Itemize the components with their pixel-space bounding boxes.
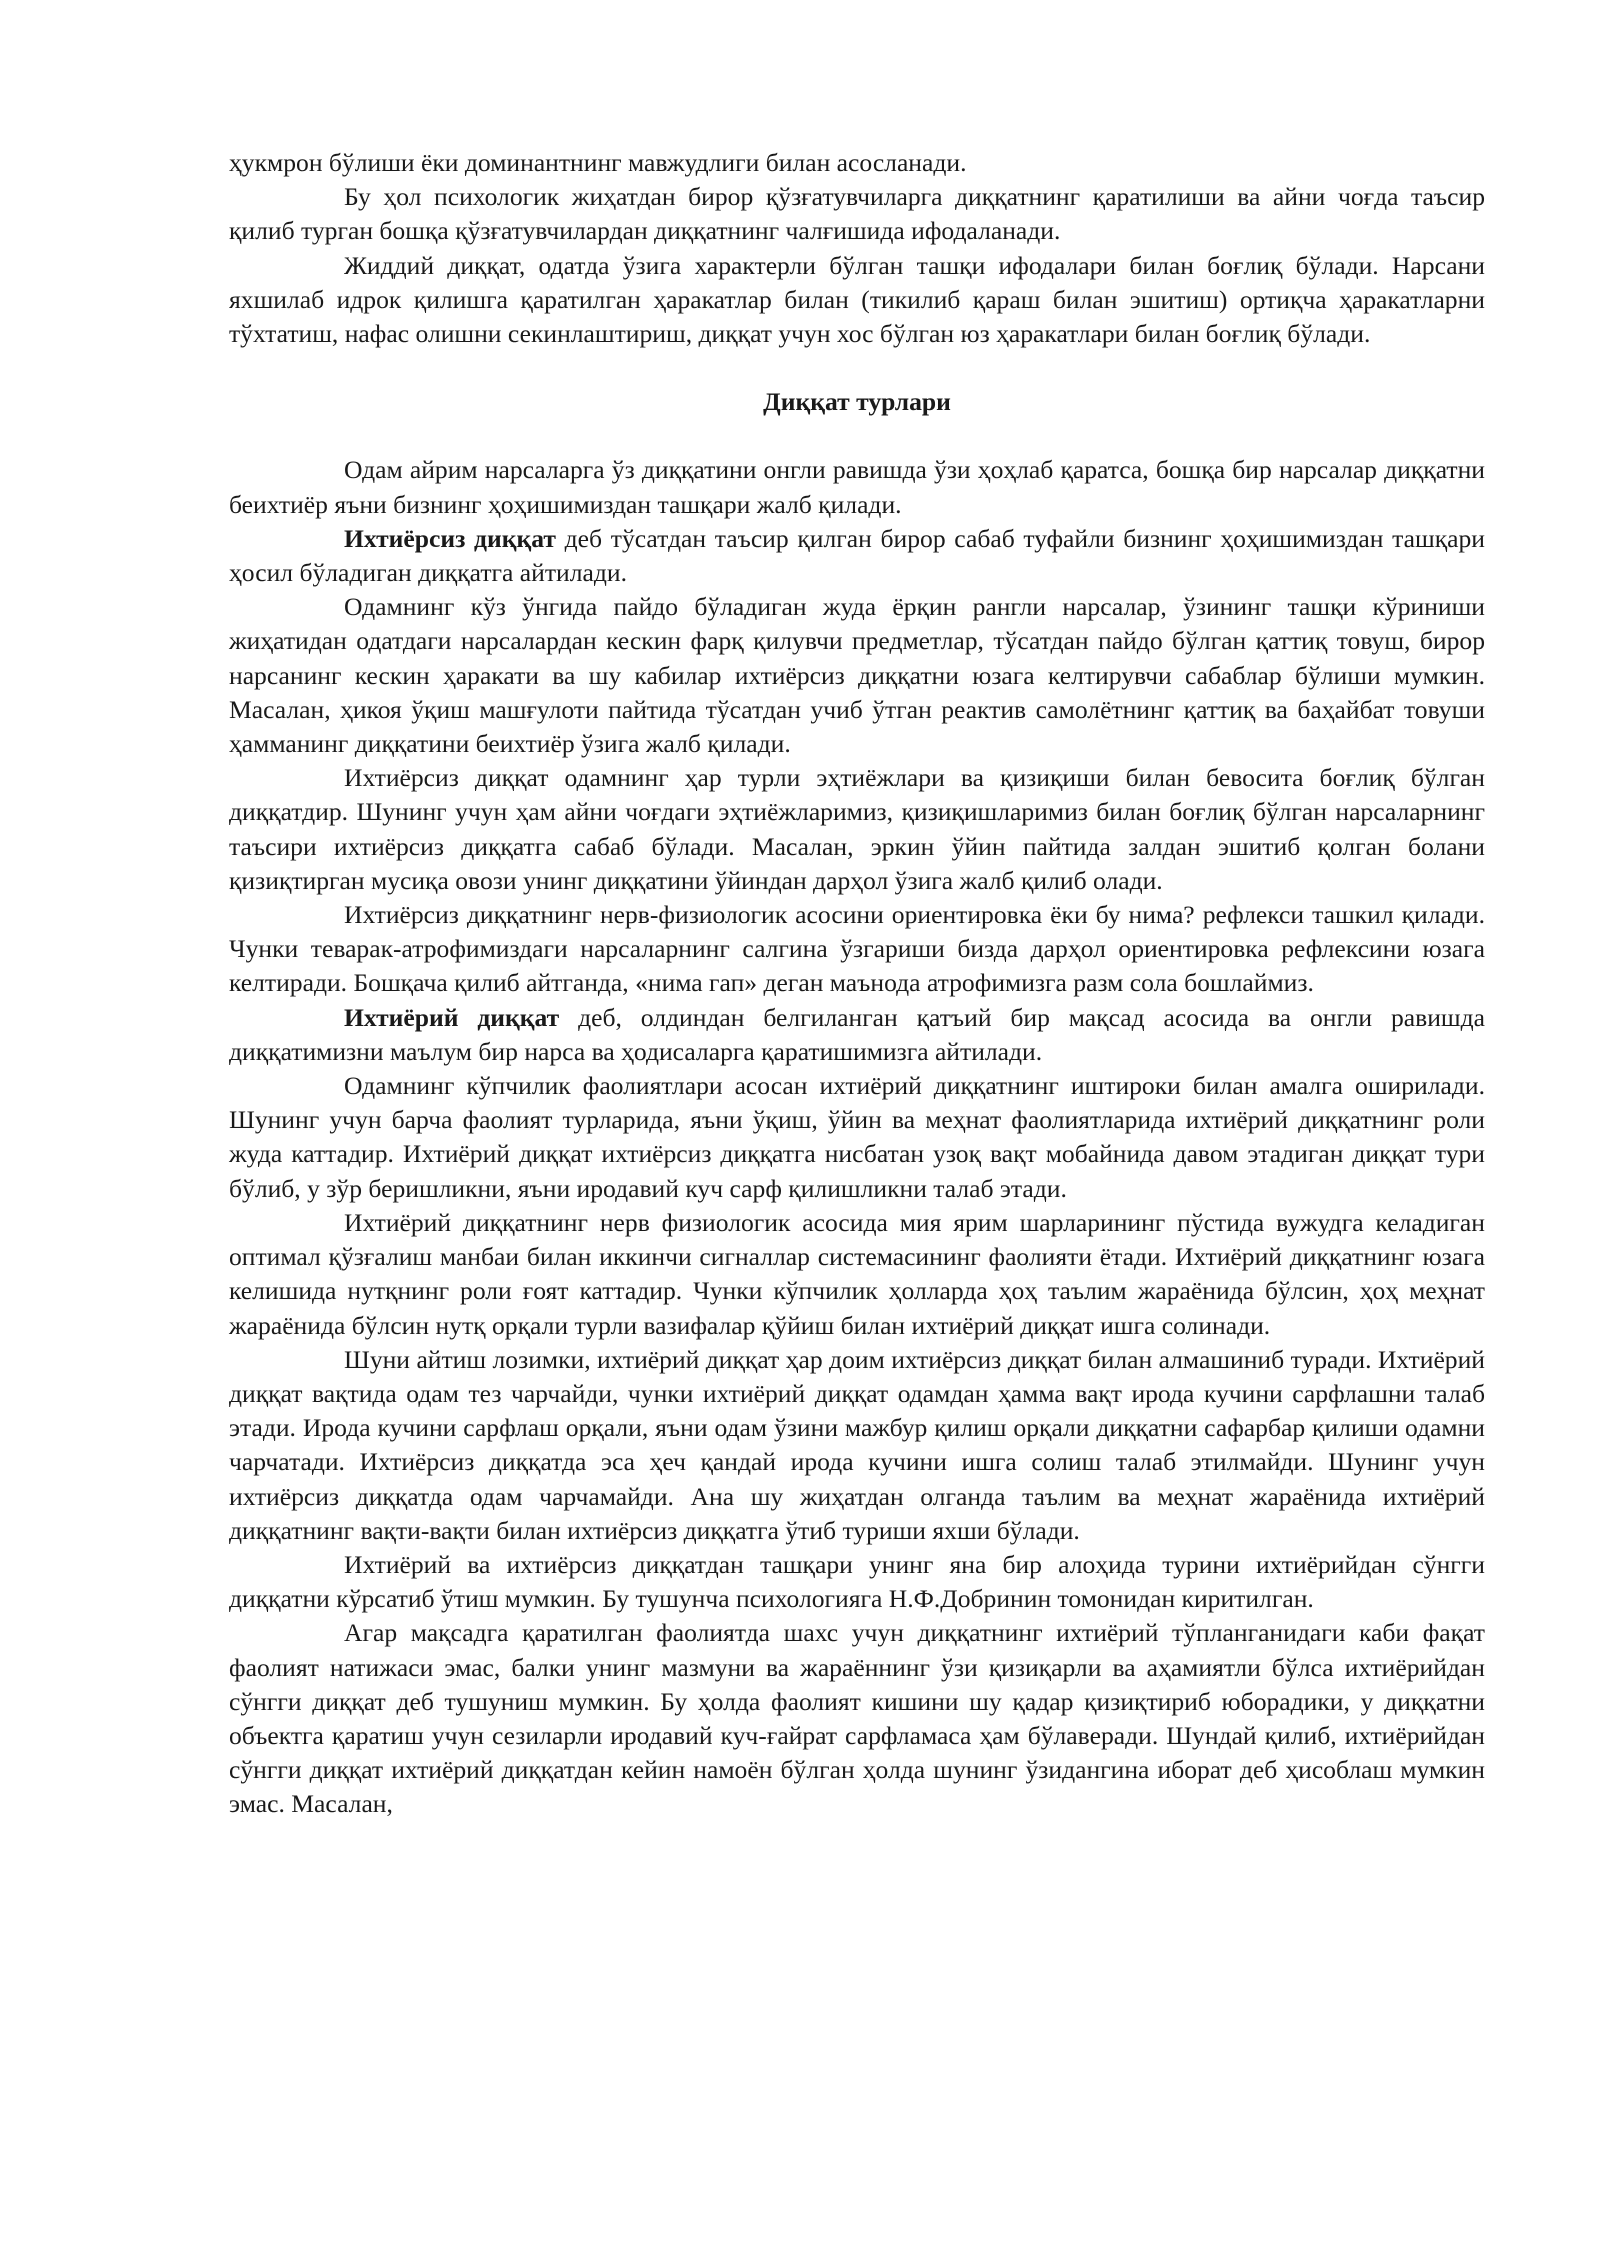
term-involuntary-attention: Ихтиёрсиз диққат [344,523,556,553]
paragraph: Одамнинг кўз ўнгида пайдо бўладиган жуда ёрқин рангли нарсалар, ўзининг ташқи кўриниши жиҳатидан одатдаги нарсалардан кескин фарқ қилувчи предметлар, тўсатдан пайдо бўлган қаттиқ товуш, бирор нарсанинг кескин ҳаракати ва шу кабилар ихтиёрсиз диққатни юзага келтирувчи сабаблар бўлиши мумкин. Масалан, ҳикоя ўқиш машғулоти пайтида тўсатдан учиб ўтган реактив самолётнинг қаттиқ ва баҳайбат товуши ҳамманинг диққатини беихтиёр ўзига жалб қилади. [229,592,1485,759]
definition-text: деб, олдиндан белгиланган қатъий бир мақсад асосида ва онгли равишда диққатимизни маълум бир нарса ва ҳодисаларга қаратишимизга айтилади. [229,1002,1485,1066]
paragraph: Ихтиёрсиз диққатнинг нерв-физиологик асосини ориентировка ёки бу нима? рефлекси ташкил қилади. Чунки теварак-атрофимиздаги нарсаларнинг салгина ўзгариши бизда дарҳол ориентировка рефлексини юзага келтиради. Бошқача қилиб айтганда, «нима гап» деган маънода атрофимизга разм сола бошлаймиз. [229,900,1485,998]
definition-text: деб тўсатдан таъсир қилган бирор сабаб туфайли бизнинг ҳоҳишимиздан ташқари ҳосил бўладиган диққатга айтилади. [229,523,1485,588]
section-heading: Диққат турлари [763,387,951,417]
paragraph: Жиддий диққат, одатда ўзига характерли бўлган ташқи ифодалари билан боғлиқ бўлади. Нарсани яхшилаб идрок қилишга қаратилган ҳаракатлар билан (тикилиб қараш билан эшитиш) ортиқча ҳаракатларни тўхтатиш, нафас олишни секинлаштириш, диққат учун хос бўлган юз ҳаракатлари билан боғлиқ бўлади. [229,250,1485,349]
paragraph-definition-voluntary [229,1001,1485,1069]
paragraph: Бу ҳол психологик жиҳатдан бирор қўзғатувчиларга диққатнинг қаратилиши ва айни чоғда таъсир қилиб турган бошқа қўзғатувчилардан диққатнинг чалғишида ифодаланади. [229,182,1485,246]
paragraph: Агар мақсадга қаратилган фаолиятда шахс учун диққатнинг ихтиёрий тўпланганидаги каби фақат фаолият натижаси эмас, балки унинг мазмуни ва жараённинг ўзи қизиқарли ва аҳамиятли бўлса ихтиёрийдан сўнгги диққат деб тушуниш мумкин. Бу ҳолда фаолият кишини шу қадар қизиқтириб юборадики, у диққатни объектга қаратиш учун сезиларли иродавий куч-ғайрат сарфламаса ҳам бўлаверади. Шундай қилиб, ихтиёрийдан сўнгги диққат ихтиёрий диққатдан кейин намоён бўлган ҳолда шунинг ўзидангина иборат деб ҳисоблаш мумкин эмас. Масалан, [229,1618,1485,1819]
paragraph: Ихтиёрсиз диққат одамнинг ҳар турли эҳтиёжлари ва қизиқиши билан бевосита боғлиқ бўлган диққатдир. Шунинг учун ҳам айни чоғдаги эҳтиёжларимиз, қизиқишларимиз билан боғлиқ бўлган нарсаларнинг таъсири ихтиёрсиз диққатга сабаб бўлади. Масалан, эркин ўйин пайтида залдан эшитиб қолган болани қизиқтирган мусиқа овози унинг диққатини ўйиндан дарҳол ўзига жалб қилиб олади. [229,763,1485,895]
paragraph: Ихтиёрий ва ихтиёрсиз диққатдан ташқари унинг яна бир алоҳида турини ихтиёрийдан сўнгги диққатни кўрсатиб ўтиш мумкин. Бу тушунча психологияга Н.Ф.Добринин томонидан киритилган. [229,1549,1485,1614]
paragraph: Ихтиёрий диққатнинг нерв физиологик асосида мия ярим шарларининг пўстида вужудга келадиган оптимал қўзғалиш манбаи билан иккинчи сигналлар системасининг фаолияти ётади. Ихтиёрий диққатнинг юзага келишида нутқнинг роли ғоят каттадир. Чунки кўпчилик ҳолларда ҳоҳ таълим жараёнида бўлсин, ҳоҳ меҳнат жараёнида бўлсин нутқ орқали турли вазифалар қўйиш билан ихтиёрий диққат ишга солинади. [229,1207,1485,1340]
document-page [229,146,1485,1822]
term-voluntary-attention: Ихтиёрий диққат [344,1002,560,1032]
paragraph-definition-involuntary [229,522,1485,590]
paragraph: Одам айрим нарсаларга ўз диққатини онгли равишда ўзи ҳоҳлаб қаратса, бошқа бир нарсалар диққатни беихтиёр яъни бизнинг ҳоҳишимиздан ташқари жалб қилади. [229,455,1485,519]
paragraph-continuation: ҳукмрон бўлиши ёки доминантнинг мавжудлиги билан асосланади. [229,148,967,177]
paragraph: Одамнинг кўпчилик фаолиятлари асосан ихтиёрий диққатнинг иштироки билан амалга оширилади. Шунинг учун барча фаолият турларида, яъни ўқиш, ўйин ва меҳнат фаолиятларида ихтиёрий диққатнинг роли жуда каттадир. Ихтиёрий диққат ихтиёрсиз диққатга нисбатан узоқ вақт мобайнида давом этадиган диққат тури бўлиб, у зўр беришликни, яъни иродавий куч сарф қилишликни талаб этади. [229,1071,1485,1203]
paragraph: Шуни айтиш лозимки, ихтиёрий диққат ҳар доим ихтиёрсиз диққат билан алмашиниб туради. Ихтиёрий диққат вақтида одам тез чарчайди, чунки ихтиёрий диққат одамдан ҳамма вақт ирода кучини сарфлашни талаб этади. Ирода кучини сарфлаш орқали, яъни одам ўзини мажбур қилиш орқали диққатни сафарбар қилиши одамни чарчатади. Ихтиёрсиз диққатда эса ҳеч қандай ирода кучини ишга солиш талаб этилмайди. Шунинг учун ихтиёрсиз диққатда одам чарчамайди. Ана шу жиҳатдан олганда таълим ва меҳнат жараёнида ихтиёрий диққатнинг вақти-вақти билан ихтиёрсиз диққатга ўтиб туриши яхши бўлади. [229,1344,1485,1545]
